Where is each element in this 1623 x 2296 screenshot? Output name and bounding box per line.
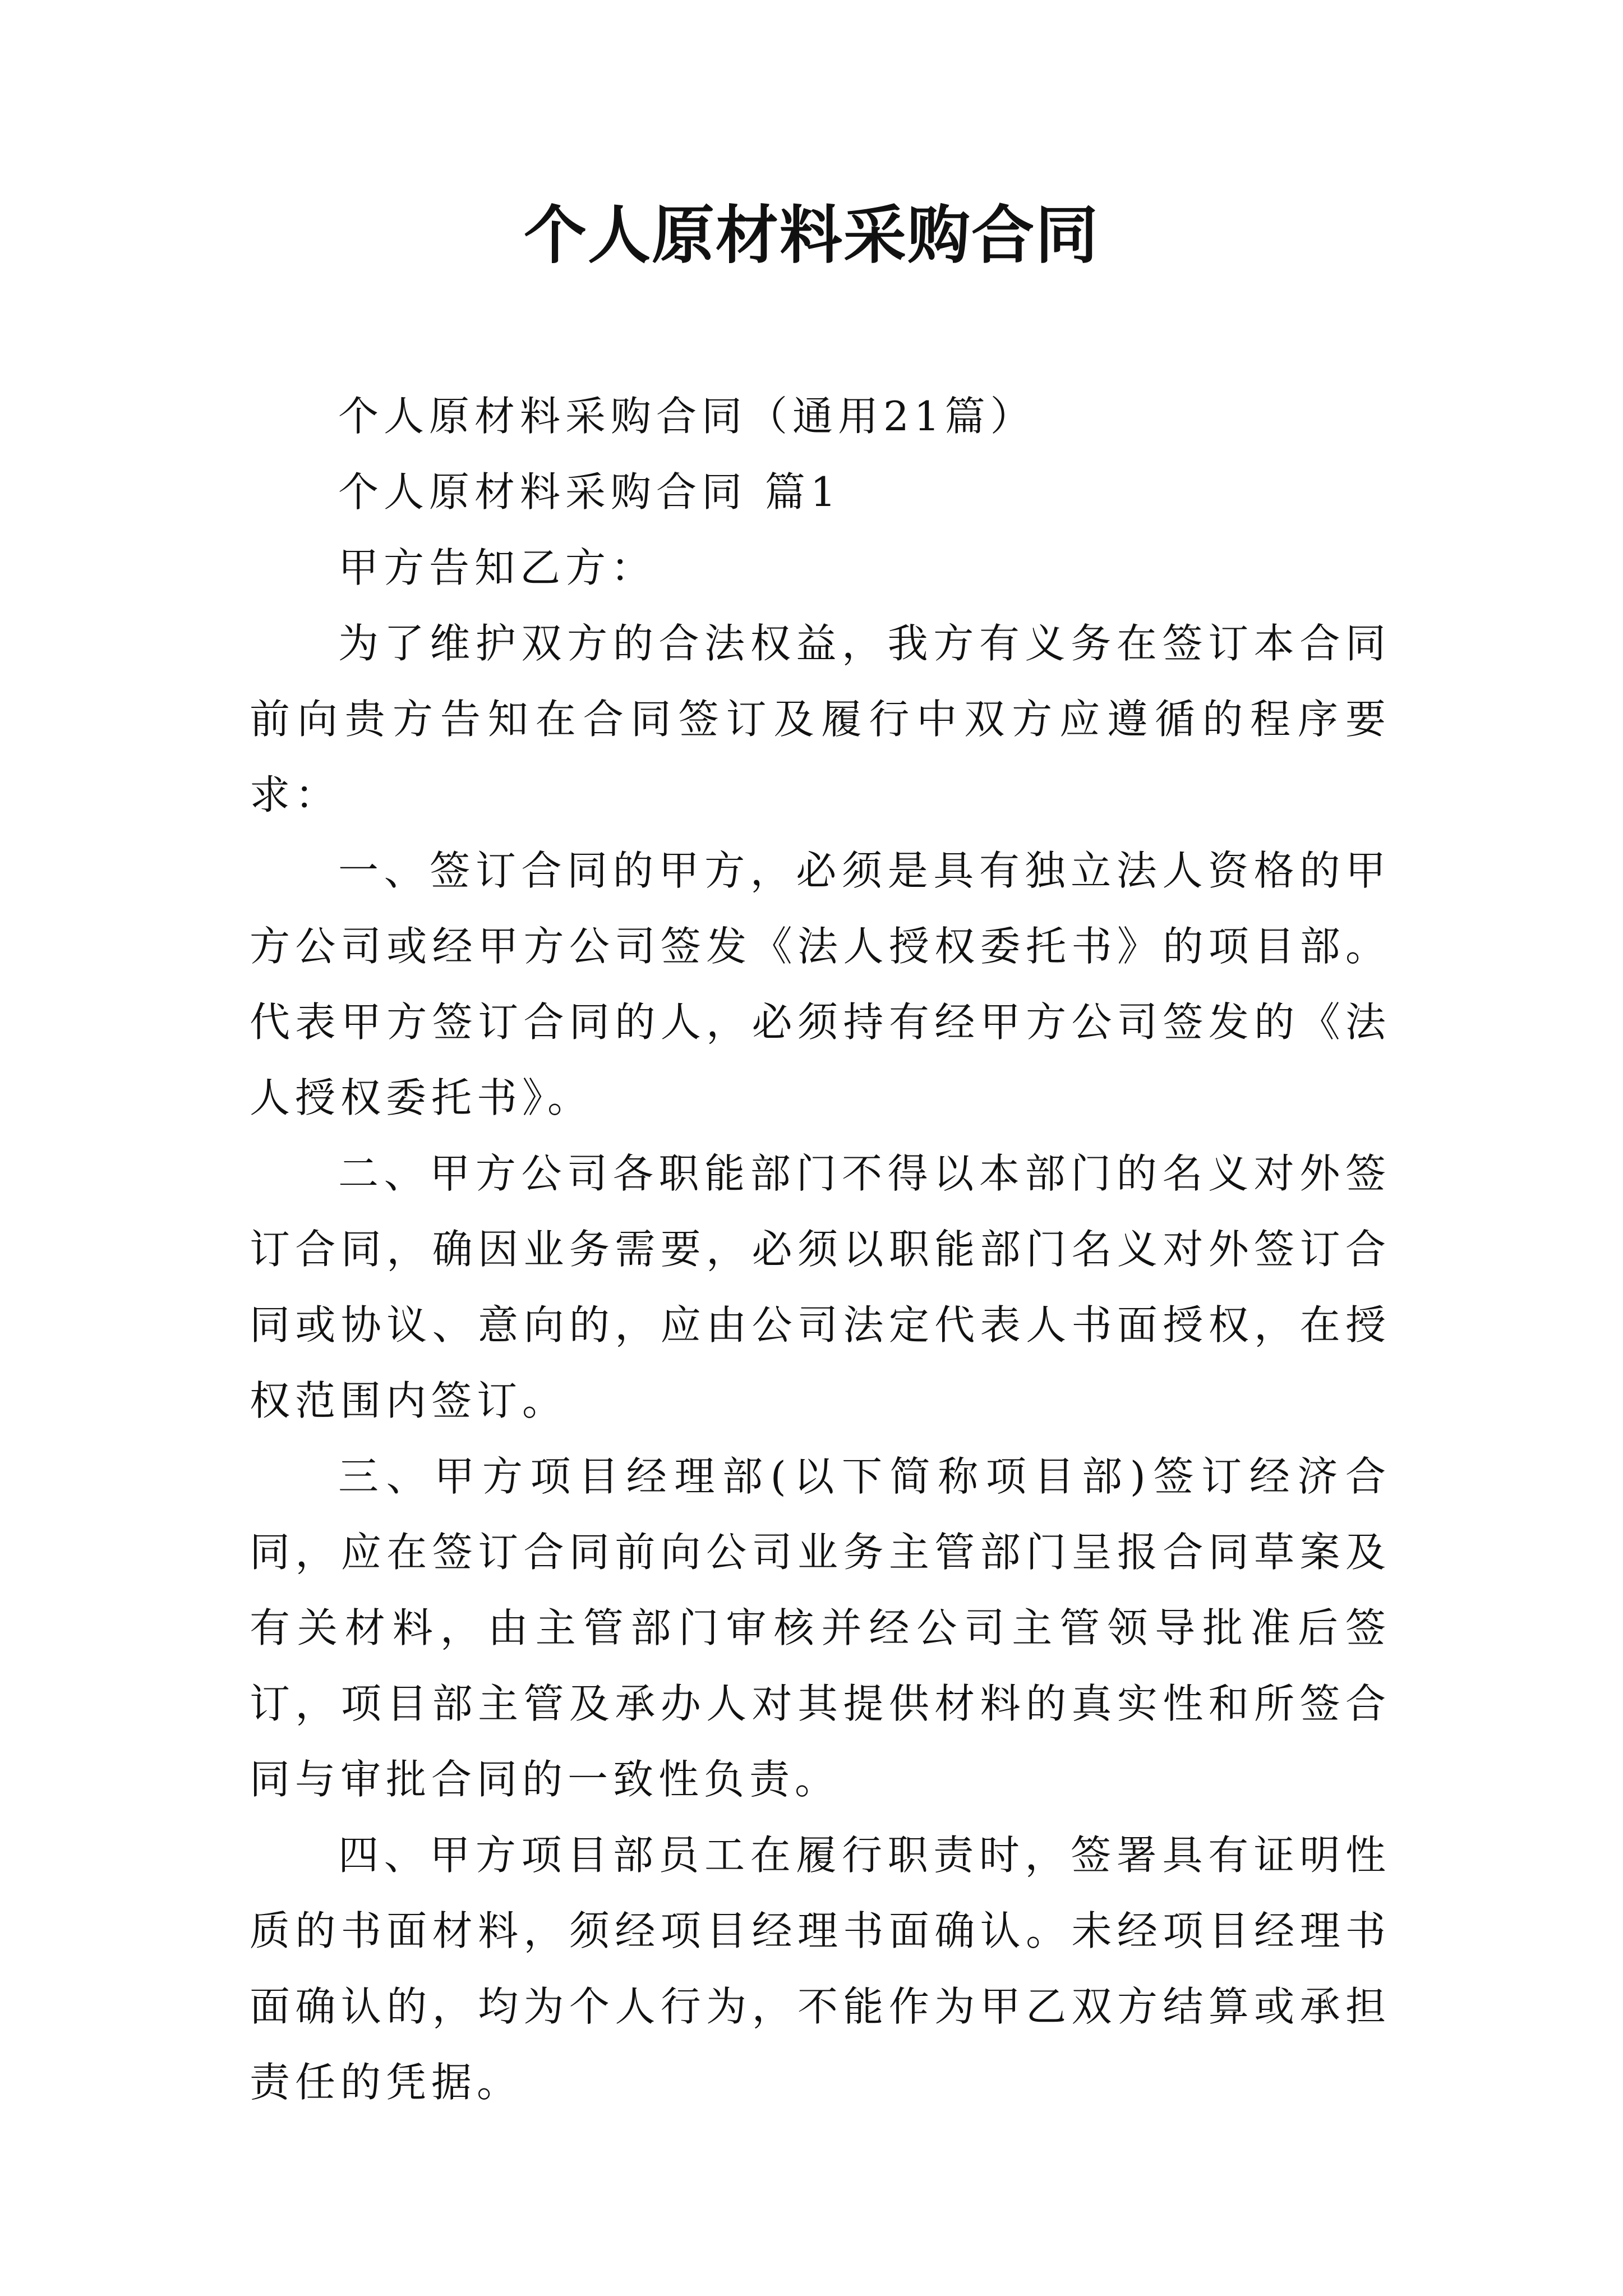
document-title: 个人原材料采购合同 (524, 199, 1099, 272)
paragraph-clause-4: 四、甲方项目部员工在履行职责时，签署具有证明性质的书面材料，须经项目经理书面确认。未经项目经理书面确认的，均为个人行为，不能作为甲乙双方结算或承担责任的凭据。 (250, 1832, 1391, 2106)
paragraph-clause-2: 二、甲方公司各职能部门不得以本部门的名义对外签订合同，确因业务需要，必须以职能部门名义对外签订合同或协议、意向的，应由公司法定代表人书面授权，在授权范围内签订。 (250, 1150, 1391, 1424)
document-body (250, 379, 1391, 2120)
paragraph-subtitle: 个人原材料采购合同（通用21篇） (338, 393, 1036, 440)
paragraph-clause-1: 一、签订合同的甲方，必须是具有独立法人资格的甲方公司或经甲方公司签发《法人授权委托书》的项目部。代表甲方签订合同的人，必须持有经甲方公司签发的《法人授权委托书》。 (250, 847, 1391, 1121)
paragraph-section-heading: 个人原材料采购合同 篇1 (338, 468, 841, 516)
paragraph-notice-intro: 甲方告知乙方： (338, 544, 657, 591)
paragraph-purpose: 为了维护双方的合法权益，我方有义务在签订本合同前向贵方告知在合同签订及履行中双方应遵循的程序要求： (250, 620, 1391, 818)
paragraph-clause-3: 三、甲方项目经理部(以下简称项目部)签订经济合同，应在签订合同前向公司业务主管部门呈报合同草案及有关材料，由主管部门审核并经公司主管领导批准后签订，项目部主管及承办人对其提供材料的真实性和所签合同与审批合同的一致性负责。 (250, 1453, 1391, 1803)
